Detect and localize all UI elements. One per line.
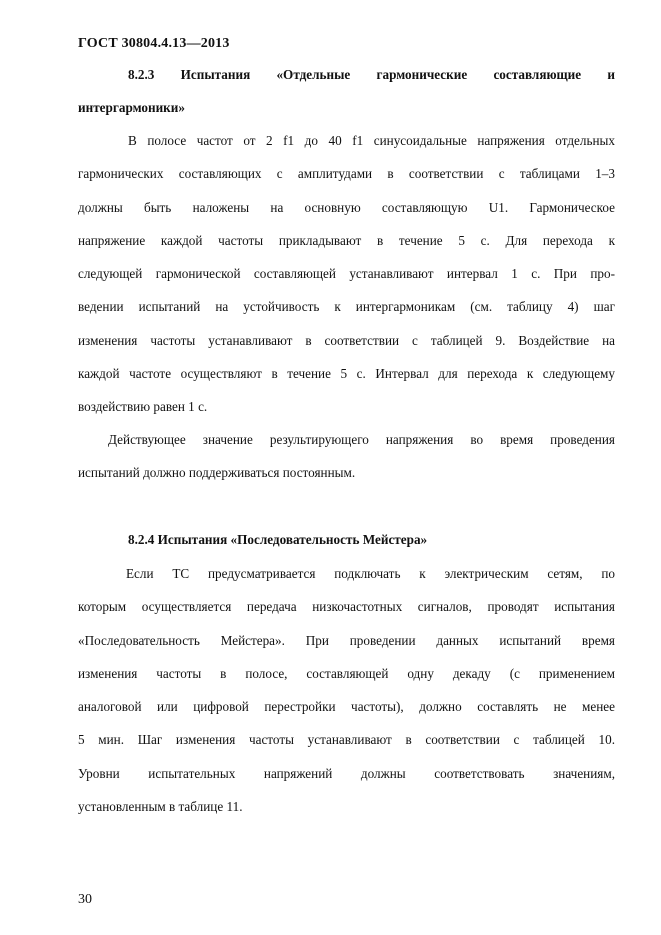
text-line: гармонических составляющих с амплитудами в соответствии с таблицами 1–3 xyxy=(78,166,615,182)
heading-line: интергармоники» xyxy=(78,100,185,116)
text-line: напряжение каждой частоты прикладывают в течение 5 с. Для перехода к xyxy=(78,232,615,248)
text-line: которым осуществляется передача низкочастотных сигналов, проводят испытания xyxy=(78,599,615,615)
text-line: испытаний должно поддерживаться постоянным. xyxy=(78,465,356,481)
text-line: ведении испытаний на устойчивость к интергармоникам (см. таблицу 4) шаг xyxy=(78,299,615,315)
text-line: изменения частоты в полосе, составляющей одну декаду (с применением xyxy=(78,665,615,681)
text-line: воздействию равен 1 с. xyxy=(78,399,208,415)
text-line: изменения частоты устанавливают в соответствии с таблицей 9. Воздействие на xyxy=(78,332,615,348)
page-number: 30 xyxy=(78,892,92,907)
section-8-2-3-paragraph-2 xyxy=(78,429,615,496)
heading-line: 8.2.4 Испытания «Последовательность Мейстера» xyxy=(128,532,428,547)
text-line: аналоговой или цифровой перестройки частоты), должно составлять не менее xyxy=(78,699,615,715)
text-line: Если ТС предусматривается подключать к электрическим сетям, по xyxy=(126,566,615,581)
text-line: 5 мин. Шаг изменения частоты устанавливают в соответствии с таблицей 10. xyxy=(78,732,615,748)
section-8-2-3-paragraph-1 xyxy=(78,130,615,430)
text-line: следующей гармонической составляющей устанавливают интервал 1 с. При про- xyxy=(78,266,615,282)
section-8-2-4-heading xyxy=(78,529,615,562)
section-8-2-4-paragraph xyxy=(78,563,615,829)
text-line: Уровни испытательных напряжений должны соответствовать значениям, xyxy=(78,765,615,781)
text-line: должны быть наложены на основную составляющую U1. Гармоническое xyxy=(78,199,615,215)
standard-header: ГОСТ 30804.4.13—2013 xyxy=(78,36,230,51)
text-line: Действующее значение результирующего напряжения во время проведения xyxy=(108,432,615,447)
text-line: каждой частоте осуществляют в течение 5 с. Интервал для перехода к следующему xyxy=(78,366,615,382)
text-line: «Последовательность Мейстера». При проведении данных испытаний время xyxy=(78,632,615,648)
section-8-2-3-heading xyxy=(78,64,615,131)
heading-line: 8.2.3 Испытания «Отдельные гармонические составляющие и xyxy=(128,67,615,82)
text-line: установленным в таблице 11. xyxy=(78,799,243,815)
text-line: В полосе частот от 2 f1 до 40 f1 синусоидальные напряжения отдельных xyxy=(128,133,615,148)
